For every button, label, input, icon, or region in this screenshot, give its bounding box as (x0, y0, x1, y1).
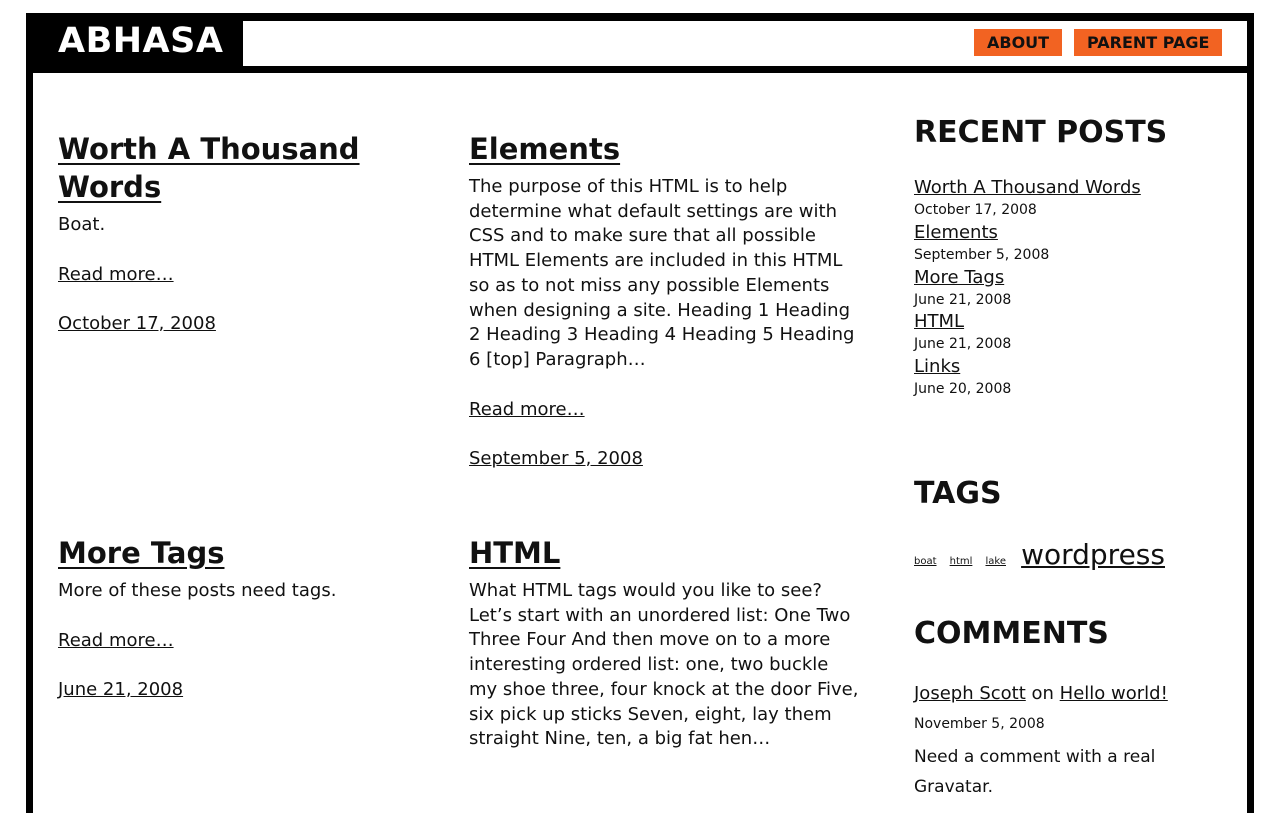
post-excerpt: The purpose of this HTML is to help determine what default settings are with CSS and to make sure that all possible HTML Elements are included in this HTML so as to not miss any possible Elements when designing a site. Heading 1 Heading 2 Heading 3 Heading 4 Heading 5 Heading 6 [top] Paragraph… (469, 176, 855, 370)
comment-date: November 5, 2008 (914, 716, 1045, 732)
recent-post-date: June 21, 2008 (914, 336, 1012, 353)
comment-on-text: on (1031, 683, 1054, 704)
nav-parent-page-button[interactable]: PARENT PAGE (1074, 29, 1222, 56)
recent-post-link[interactable]: Links (914, 356, 961, 378)
post-card (469, 534, 861, 752)
recent-post-link[interactable]: Worth A Thousand Words (914, 177, 1141, 198)
comments-heading: COMMENTS (914, 616, 1109, 651)
recent-post-link[interactable]: More Tags (914, 266, 1005, 288)
tag-link[interactable]: html (949, 556, 973, 567)
recent-post-date: October 17, 2008 (914, 202, 1037, 218)
post-title[interactable]: HTML (469, 536, 561, 570)
recent-posts-heading: RECENT POSTS (914, 115, 1168, 150)
recent-post-date: September 5, 2008 (914, 246, 1050, 263)
post-title[interactable]: Worth A Thousand Words (58, 132, 360, 204)
tag-link[interactable]: boat (914, 556, 937, 567)
post-excerpt: Boat. (58, 214, 106, 235)
tag-link[interactable]: lake (985, 556, 1006, 567)
comment-text: Need a comment with a real Gravatar. (914, 747, 1156, 797)
post-date-link[interactable]: October 17, 2008 (58, 312, 216, 334)
recent-post-date: June 20, 2008 (914, 381, 1012, 398)
recent-post-link[interactable]: HTML (914, 311, 965, 333)
post-card (58, 130, 418, 336)
post-title[interactable]: More Tags (58, 536, 225, 570)
post-title[interactable]: Elements (469, 132, 621, 166)
read-more-link[interactable]: Read more… (58, 263, 174, 285)
site-title[interactable]: ABHASA (58, 21, 224, 61)
comment-author-link[interactable]: Joseph Scott (914, 683, 1026, 704)
tags-heading: TAGS (914, 476, 1002, 511)
post-card (469, 130, 861, 471)
post-date-link[interactable]: September 5, 2008 (469, 447, 643, 469)
recent-post-link[interactable]: Elements (914, 221, 998, 243)
comment-meta (914, 682, 1168, 706)
comment-post-link[interactable]: Hello world! (1059, 683, 1168, 704)
read-more-link[interactable]: Read more… (469, 398, 585, 420)
nav-about-button[interactable]: ABOUT (974, 29, 1062, 56)
post-card (58, 534, 418, 702)
recent-posts-list (914, 176, 1234, 400)
post-excerpt: More of these posts need tags. (58, 580, 337, 601)
read-more-link[interactable]: Read more… (58, 629, 174, 651)
recent-post-date: June 21, 2008 (914, 291, 1012, 308)
tag-cloud (914, 538, 1165, 571)
tag-link[interactable]: wordpress (1021, 538, 1165, 571)
post-excerpt: What HTML tags would you like to see? Let’s start with an unordered list: One Two Three Four And then move on to a more interesting ordered list: one, two buckle my shoe three, four knock at the door Five, six pick up sticks Seven, eight, lay them straight Nine, ten, a big fat hen… (469, 580, 859, 750)
post-date-link[interactable]: June 21, 2008 (58, 678, 184, 700)
